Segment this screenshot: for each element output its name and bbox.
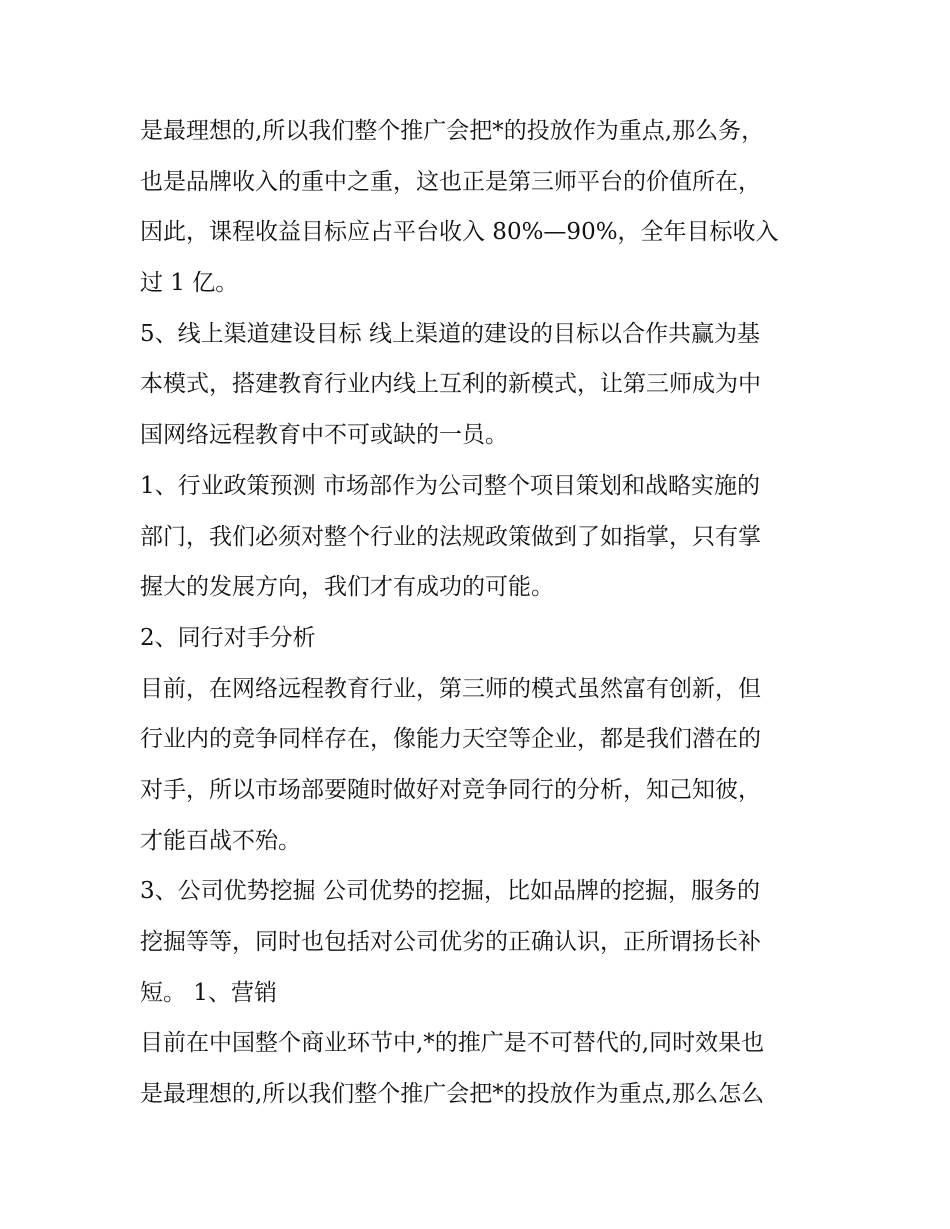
text-line: 过 1 亿。 — [140, 270, 239, 297]
document-text-body — [140, 106, 820, 1120]
text-line: 握大的发展方向，我们才有成功的可能。 — [140, 574, 554, 601]
text-line: 也是品牌收入的重中之重，这也正是第三师平台的价值所在， — [140, 168, 761, 195]
text-line: 5、线上渠道建设目标 线上渠道的建设的目标以合作共赢为基 — [140, 320, 760, 347]
text-line: 1、行业政策预测 市场部作为公司整个项目策划和战略实施的 — [140, 472, 760, 499]
text-line: 本模式，搭建教育行业内线上互利的新模式，让第三师成为中 — [140, 371, 761, 398]
text-line: 目前，在网络远程教育行业，第三师的模式虽然富有创新，但 — [140, 675, 761, 702]
text-line: 行业内的竞争同样存在，像能力天空等企业，都是我们潜在的 — [140, 726, 761, 753]
text-line: 目前在中国整个商业环节中,*的推广是不可替代的,同时效果也 — [140, 1030, 765, 1057]
text-line: 2、同行对手分析 — [140, 624, 316, 651]
text-line: 是最理想的,所以我们整个推广会把*的投放作为重点,那么怎么 — [140, 1081, 765, 1108]
text-line: 短。 1、营销 — [140, 979, 277, 1006]
text-line: 国网络远程教育中不可或缺的一员。 — [140, 422, 508, 449]
text-line: 部门，我们必须对整个行业的法规政策做到了如指掌，只有掌 — [140, 523, 761, 550]
text-line: 是最理想的,所以我们整个推广会把*的投放作为重点,那么务， — [140, 118, 765, 144]
text-line: 3、公司优势挖掘 公司优势的挖掘，比如品牌的挖掘，服务的 — [140, 878, 760, 905]
text-line: 挖掘等等，同时也包括对公司优劣的正确认识，正所谓扬长补 — [140, 929, 761, 955]
text-line: 因此，课程收益目标应占平台收入 80%—90%，全年目标收入 — [140, 219, 779, 246]
text-line: 才能百战不殆。 — [140, 827, 301, 854]
text-line: 对手，所以市场部要随时做好对竞争同行的分析，知己知彼， — [140, 776, 761, 803]
